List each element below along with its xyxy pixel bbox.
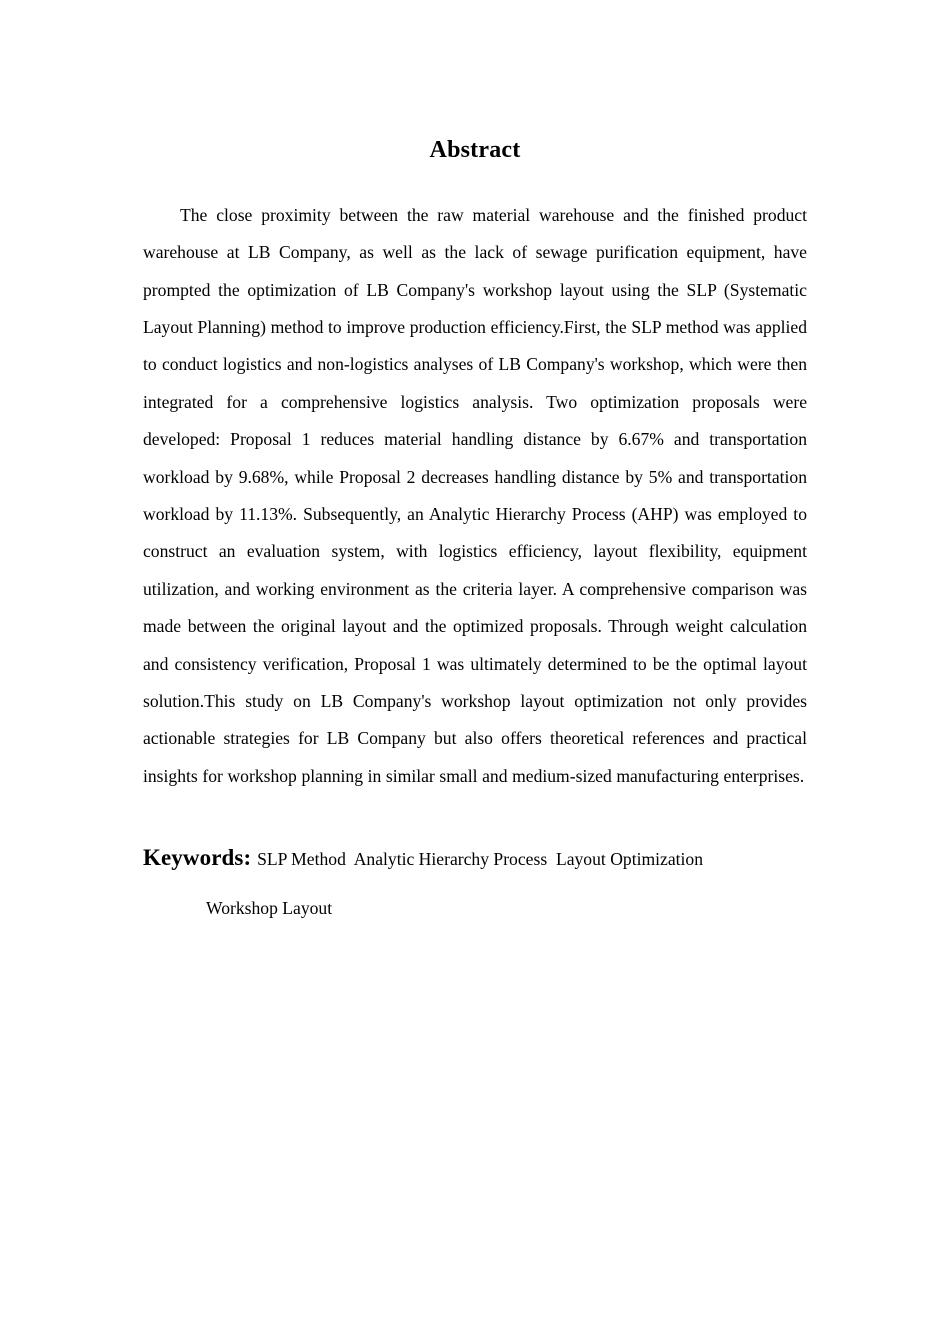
keywords-values-line-2: Workshop Layout bbox=[206, 898, 333, 919]
keywords-line-primary bbox=[143, 841, 807, 876]
keywords-section bbox=[143, 795, 807, 923]
page-title: Abstract bbox=[429, 137, 521, 163]
abstract-paragraph: The close proximity between the raw material warehouse and the finished product warehouse at LB Company, as well as the lack of sewage purification equipment, have prompted the optimization of LB Company's workshop layout using the SLP (Systematic Layout Planning) method to improve production efficiency.First, the SLP method was applied to conduct logistics and non-logistics analyses of LB Company's workshop, which were then integrated for a comprehensive logistics analysis. Two optimization proposals were developed: Proposal 1 reduces material handling distance by 6.67% and transportation workload by 9.68%, while Proposal 2 decreases handling distance by 5% and transportation workload by 11.13%. Subsequently, an Analytic Hierarchy Process (AHP) was employed to construct an evaluation system, with logistics efficiency, layout flexibility, equipment utilization, and working environment as the criteria layer. A comprehensive comparison was made between the original layout and the optimized proposals. Through weight calculation and consistency verification, Proposal 1 was ultimately determined to be the optimal layout solution.This study on LB Company's workshop layout optimization not only provides actionable strategies for LB Company but also offers theoretical references and practical insights for workshop planning in similar small and medium-sized manufacturing enterprises. bbox=[143, 204, 807, 786]
keywords-label: Keywords: bbox=[143, 845, 258, 871]
page-content bbox=[143, 0, 807, 923]
keywords-values-line-1: SLP Method Analytic Hierarchy Process Layout Optimization bbox=[257, 849, 704, 870]
